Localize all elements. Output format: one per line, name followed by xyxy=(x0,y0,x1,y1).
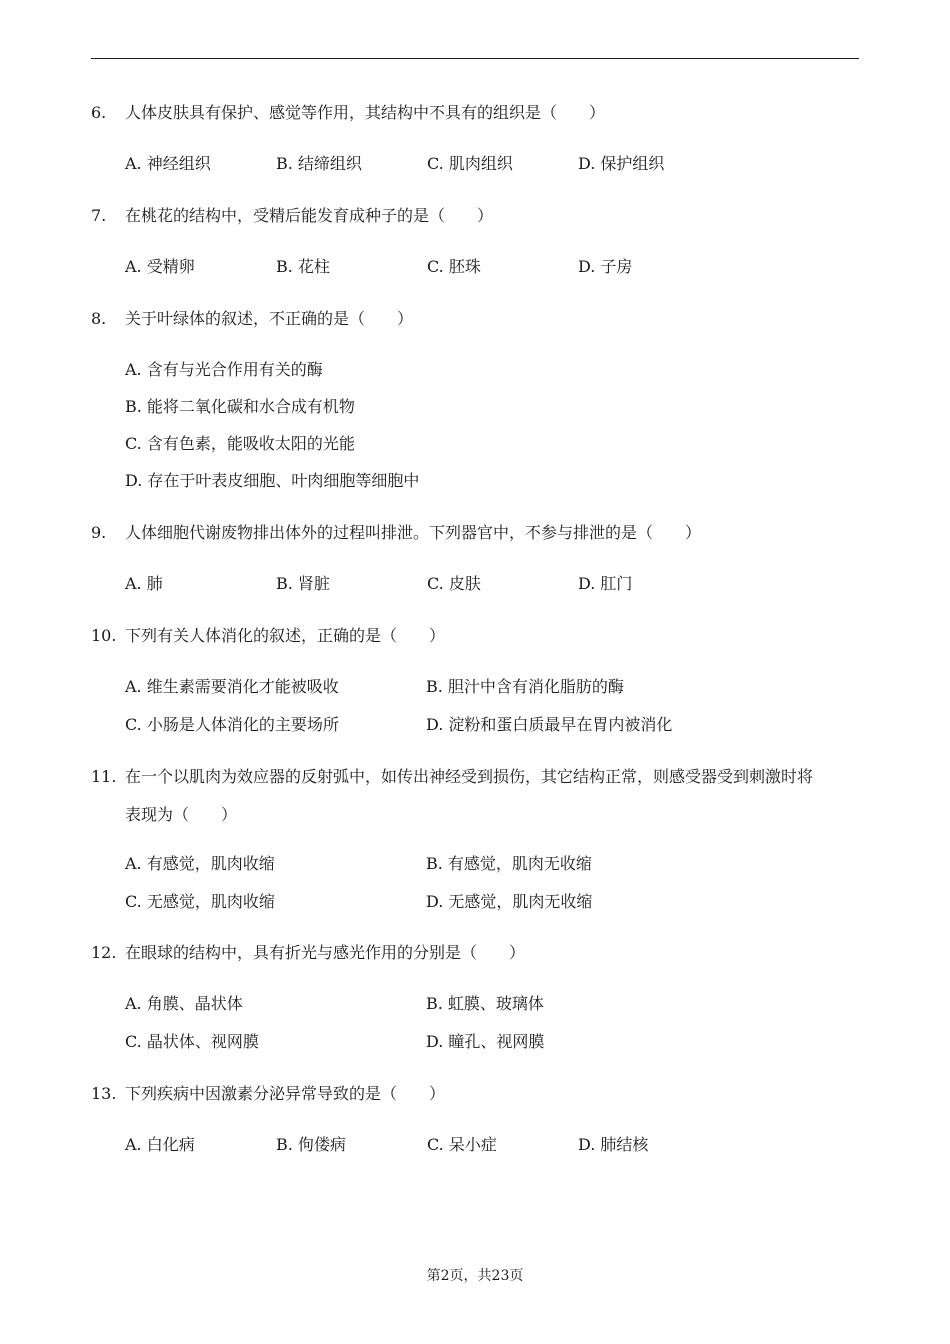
option-a[interactable]: A. 含有与光合作用有关的酶 xyxy=(125,360,323,379)
option-a[interactable]: A. 有感觉，肌肉收缩 xyxy=(125,854,275,873)
option-b[interactable]: B. 花柱 xyxy=(276,257,330,276)
option-d[interactable]: D. 无感觉，肌肉无收缩 xyxy=(426,892,593,911)
question-text: 人体皮肤具有保护、感觉等作用，其结构中不具有的组织是（ ） xyxy=(125,103,606,122)
option-b[interactable]: B. 能将二氧化碳和水合成有机物 xyxy=(125,397,355,416)
option-b[interactable]: B. 肾脏 xyxy=(276,574,330,593)
option-c[interactable]: C. 含有色素，能吸收太阳的光能 xyxy=(125,434,355,453)
question-7 xyxy=(91,205,859,227)
option-b[interactable]: B. 结缔组织 xyxy=(276,154,362,173)
options-10 xyxy=(125,676,845,736)
option-a[interactable]: A. 角膜、晶状体 xyxy=(125,994,243,1013)
option-a[interactable]: A. 维生素需要消化才能被吸收 xyxy=(125,677,339,696)
options-12 xyxy=(125,993,845,1053)
option-c[interactable]: C. 胚珠 xyxy=(427,257,481,276)
option-d[interactable]: D. 瞳孔、视网膜 xyxy=(426,1032,545,1051)
option-c[interactable]: C. 小肠是人体消化的主要场所 xyxy=(125,715,339,734)
option-b[interactable]: B. 虹膜、玻璃体 xyxy=(426,994,544,1013)
option-d[interactable]: D. 肺结核 xyxy=(578,1135,649,1154)
question-text: 在眼球的结构中，具有折光与感光作用的分别是（ ） xyxy=(125,943,526,962)
question-text: 下列有关人体消化的叙述，正确的是（ ） xyxy=(125,626,446,645)
question-text-continued: 表现为（ ） xyxy=(125,805,238,824)
question-number: 9. xyxy=(91,523,107,542)
options-7 xyxy=(125,256,845,278)
option-c[interactable]: C. 呆小症 xyxy=(427,1135,497,1154)
question-13 xyxy=(91,1083,859,1105)
header-rule xyxy=(91,58,859,59)
question-text: 人体细胞代谢废物排出体外的过程叫排泄。下列器官中，不参与排泄的是（ ） xyxy=(125,523,702,542)
options-11 xyxy=(125,853,845,913)
options-9 xyxy=(125,573,845,595)
option-d[interactable]: D. 淀粉和蛋白质最早在胃内被消化 xyxy=(426,715,673,734)
option-a[interactable]: A. 受精卵 xyxy=(125,257,195,276)
question-8 xyxy=(91,308,859,330)
question-text: 在一个以肌肉为效应器的反射弧中，如传出神经受到损伤，其它结构正常，则感受器受到刺激时将 xyxy=(125,767,814,786)
question-text: 下列疾病中因激素分泌异常导致的是（ ） xyxy=(125,1084,446,1103)
option-c[interactable]: C. 无感觉，肌肉收缩 xyxy=(125,892,275,911)
question-text: 关于叶绿体的叙述，不正确的是（ ） xyxy=(125,309,414,328)
question-12 xyxy=(91,942,859,964)
question-6 xyxy=(91,102,859,124)
options-8 xyxy=(125,359,845,507)
option-d[interactable]: D. 存在于叶表皮细胞、叶肉细胞等细胞中 xyxy=(125,471,420,490)
question-number: 13. xyxy=(91,1084,117,1103)
option-a[interactable]: A. 神经组织 xyxy=(125,154,211,173)
option-b[interactable]: B. 胆汁中含有消化脂肪的酶 xyxy=(426,677,624,696)
question-number: 8. xyxy=(91,309,107,328)
question-number: 12. xyxy=(91,943,117,962)
page-number: 第2页，共23页 xyxy=(426,1268,524,1284)
option-a[interactable]: A. 肺 xyxy=(125,574,163,593)
option-b[interactable]: B. 有感觉，肌肉无收缩 xyxy=(426,854,592,873)
question-9 xyxy=(91,522,859,544)
option-d[interactable]: D. 子房 xyxy=(578,257,633,276)
option-c[interactable]: C. 晶状体、视网膜 xyxy=(125,1032,259,1051)
question-11 xyxy=(91,766,859,826)
option-c[interactable]: C. 皮肤 xyxy=(427,574,481,593)
option-b[interactable]: B. 佝偻病 xyxy=(276,1135,346,1154)
question-number: 11. xyxy=(91,767,117,786)
option-d[interactable]: D. 肛门 xyxy=(578,574,633,593)
option-a[interactable]: A. 白化病 xyxy=(125,1135,195,1154)
options-13 xyxy=(125,1134,845,1156)
option-c[interactable]: C. 肌肉组织 xyxy=(427,154,513,173)
question-number: 10. xyxy=(91,626,117,645)
question-number: 6. xyxy=(91,103,107,122)
option-d[interactable]: D. 保护组织 xyxy=(578,154,665,173)
question-10 xyxy=(91,625,859,647)
options-6 xyxy=(125,153,845,175)
question-number: 7. xyxy=(91,206,107,225)
question-text: 在桃花的结构中，受精后能发育成种子的是（ ） xyxy=(125,206,494,225)
